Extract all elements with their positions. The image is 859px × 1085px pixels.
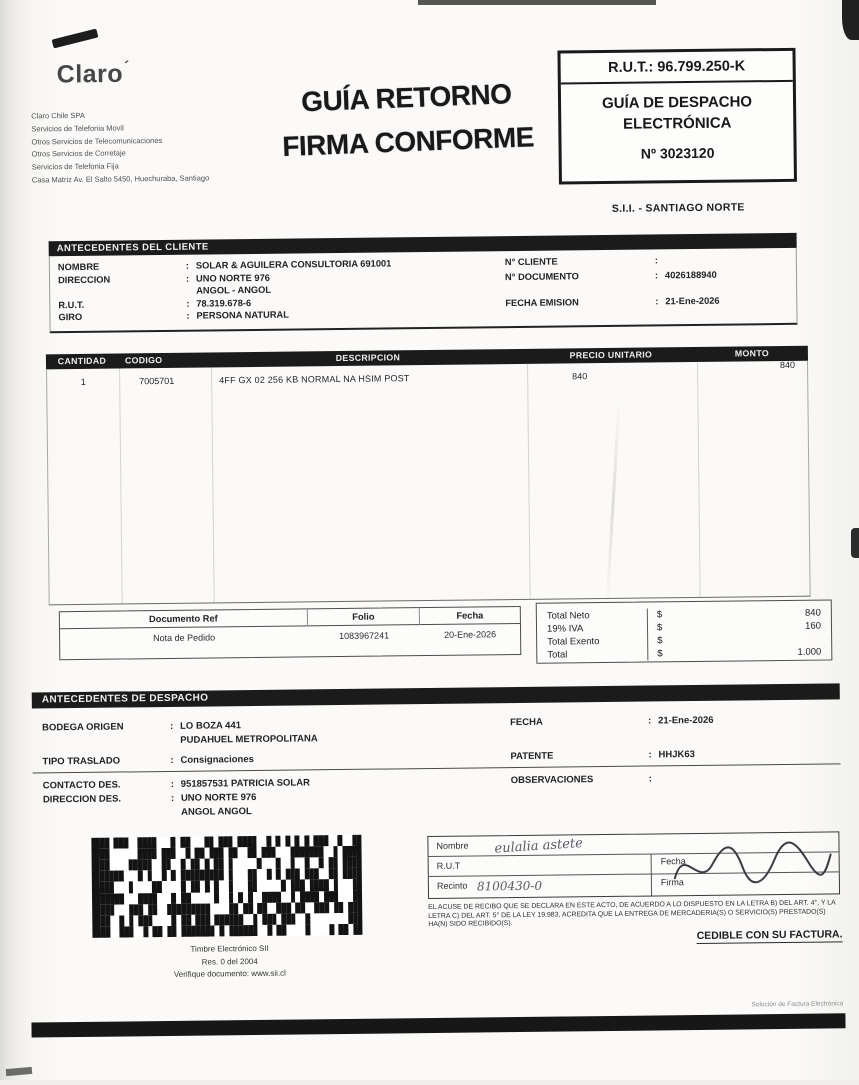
claro-logo xyxy=(57,59,131,89)
ref-header-documento: Documento Ref xyxy=(60,609,308,629)
timbre-line-1: Timbre Electrónico SII xyxy=(101,942,359,957)
field-value: PUDAHUEL METROPOLITANA xyxy=(180,733,318,746)
field-value: 21-Ene-2026 xyxy=(658,715,714,727)
field-label: BODEGA ORIGEN xyxy=(42,721,170,733)
issuer-info xyxy=(31,108,209,187)
column-header-codigo: CODIGO xyxy=(118,352,210,368)
dispatch-field-row xyxy=(510,715,714,728)
column-divider xyxy=(527,364,531,599)
currency-symbol: $ xyxy=(647,647,687,660)
issuer-info-line: Otros Servicios de Telecomunicaciones xyxy=(31,134,208,149)
field-label: NOMBRE xyxy=(58,260,186,274)
field-separator: : xyxy=(170,755,180,766)
field-label: GIRO xyxy=(58,310,186,324)
total-value: 160 xyxy=(687,619,831,634)
provider-note: Solución de Factura Electrónica xyxy=(603,1000,843,1010)
field-value: 951857531 PATRICIA SOLAR xyxy=(181,777,310,789)
timbre-line-2: Res. 0 del 2004 xyxy=(101,954,359,969)
field-separator: : xyxy=(186,272,196,285)
bottom-black-bar xyxy=(31,1013,845,1037)
fecha-label: Fecha xyxy=(661,856,686,866)
item-precio-unitario: 840 xyxy=(527,370,697,382)
field-label: TIPO TRASLADO xyxy=(42,755,170,767)
field-value: ANGOL ANGOL xyxy=(181,806,252,818)
total-label: 19% IVA xyxy=(537,622,647,636)
field-value: 4026188940 xyxy=(665,268,717,281)
scan-artifact xyxy=(418,0,656,5)
currency-symbol: $ xyxy=(647,608,687,621)
issuer-info-line: Casa Matriz Av. El Salto 5450, Huechuraba, Santiago xyxy=(32,172,209,187)
document-number: Nº 3023120 xyxy=(562,144,794,163)
ref-documento: Nota de Pedido xyxy=(60,631,308,659)
field-separator: : xyxy=(186,297,196,310)
legal-acknowledgement-text: EL ACUSE DE RECIBO QUE SE DECLARA EN ESTE ACTO, DE ACUERDO A LO DISPUESTO EN LA LETRA B) DEL ART. 4°, Y LA LETRA C) DEL ART. 5° DE LA LEY 19.983, ACREDITA QUE LA ENTREGA DE MERCADERIA(S) O SERVICIO(S) PRESTADO(S) HA(N) SIDO RECIBIDO(S). xyxy=(428,899,842,929)
handwritten-rut: 8100430-0 xyxy=(477,877,542,897)
timbre-line-3: Verifique documento: www.sii.cl xyxy=(101,967,359,982)
receipt-box xyxy=(427,831,840,899)
dispatch-field-row xyxy=(43,777,310,791)
issuer-info-line: Claro Chile SPA xyxy=(31,108,208,123)
recinto-label: Recinto xyxy=(437,881,468,891)
field-separator: : xyxy=(171,793,181,804)
field-label xyxy=(42,735,170,747)
field-label xyxy=(43,807,171,819)
nombre-label: Nombre xyxy=(436,841,468,851)
field-separator: : xyxy=(170,721,180,732)
total-row xyxy=(537,645,831,661)
ref-header-fecha: Fecha xyxy=(420,607,520,625)
tax-id-box xyxy=(557,48,797,185)
client-field-row xyxy=(505,254,719,269)
field-label: FECHA xyxy=(510,716,648,729)
field-label: N° CLIENTE xyxy=(505,254,655,268)
guia-retorno-stamp xyxy=(277,71,538,169)
claro-logo-text: Claro xyxy=(57,60,124,89)
field-value: PERSONA NATURAL xyxy=(196,309,289,323)
stamp-line-1: GUÍA RETORNO xyxy=(277,71,537,125)
field-value: HHJK63 xyxy=(658,749,695,760)
column-divider xyxy=(697,362,701,597)
field-label: DIRECCION DES. xyxy=(43,793,171,805)
field-value: ANGOL - ANGOL xyxy=(196,284,271,297)
document-type-line-1: GUÍA DE DESPACHO xyxy=(561,91,793,115)
item-descripcion: 4FF GX 02 256 KB NORMAL NA HSIM POST xyxy=(211,372,527,386)
column-divider xyxy=(211,367,215,602)
total-value: 1.000 xyxy=(687,645,831,660)
field-value: Consignaciones xyxy=(180,754,253,766)
field-label: N° DOCUMENTO xyxy=(505,269,655,283)
field-separator: : xyxy=(186,310,196,323)
field-separator: : xyxy=(171,779,181,790)
cedible-notice xyxy=(428,928,842,945)
handwritten-name: eulalia astete xyxy=(494,834,583,859)
column-divider xyxy=(119,368,123,603)
ref-folio: 1083967241 xyxy=(308,630,420,656)
field-separator: : xyxy=(186,260,196,273)
field-separator: : xyxy=(655,295,665,308)
client-field-row xyxy=(505,295,719,310)
issuer-info-line: Otros Servicios de Corretaje xyxy=(32,147,209,162)
stamp-line-2: FIRMA CONFORME xyxy=(278,115,538,169)
firma-label: Firma xyxy=(661,877,684,887)
issuer-info-line: Servicios de Telefonia Fija xyxy=(32,160,209,175)
document-type-line-2: ELECTRÓNICA xyxy=(561,112,793,136)
reference-row xyxy=(60,624,520,659)
client-details-right xyxy=(505,254,720,310)
field-separator xyxy=(171,807,181,818)
reference-table xyxy=(59,606,522,660)
dispatch-field-row xyxy=(42,754,253,767)
dispatch-field-row xyxy=(42,733,318,747)
dispatch-field-row xyxy=(511,773,659,786)
column-header-cantidad: CANTIDAD xyxy=(46,354,118,370)
issuer-info-line: Servicios de Telefonia Movil xyxy=(31,121,208,136)
client-field-row xyxy=(505,268,719,283)
issuer-rut: R.U.T.: 96.799.250-K xyxy=(560,51,792,85)
total-label: Total xyxy=(537,648,647,662)
field-separator: : xyxy=(648,749,658,760)
claro-logo-mark: ´ xyxy=(124,59,130,76)
field-value: 21-Ene-2026 xyxy=(665,295,719,308)
field-label: OBSERVACIONES xyxy=(511,774,649,787)
field-value: UNO NORTE 976 xyxy=(196,271,270,284)
sii-office: S.I.I. - SANTIAGO NORTE xyxy=(559,201,797,216)
column-header-monto: MONTO xyxy=(696,346,808,362)
dispatch-field-row xyxy=(510,749,695,762)
item-codigo: 7005701 xyxy=(119,375,211,386)
pdf417-barcode xyxy=(91,835,362,938)
client-details xyxy=(49,248,798,333)
rut-label: R.U.T xyxy=(437,861,461,871)
field-separator xyxy=(186,285,196,298)
currency-symbol: $ xyxy=(647,621,687,634)
timbre-electronico-caption xyxy=(101,942,359,982)
dispatch-field-row xyxy=(42,720,241,733)
field-separator: : xyxy=(655,254,665,267)
field-label: DIRECCION xyxy=(58,272,186,286)
ref-fecha: 20-Ene-2026 xyxy=(420,629,520,655)
field-label: FECHA EMISION xyxy=(505,296,655,310)
column-header-precio-unitario: PRECIO UNITARIO xyxy=(526,347,696,364)
scan-artifact xyxy=(851,528,859,558)
dispatch-field-row xyxy=(43,792,257,805)
signature-handwriting xyxy=(668,836,834,893)
field-separator xyxy=(170,735,180,746)
document-type xyxy=(561,91,793,136)
field-label: R.U.T. xyxy=(58,298,186,312)
item-monto: 840 xyxy=(697,360,807,371)
ref-header-folio: Folio xyxy=(308,608,420,626)
items-table xyxy=(46,346,811,606)
field-label: PATENTE xyxy=(510,750,648,763)
field-label: CONTACTO DES. xyxy=(43,779,171,791)
field-value: 78.319.678-6 xyxy=(196,297,251,310)
items-table-body xyxy=(46,361,811,606)
total-label: Total Exento xyxy=(537,635,647,649)
dispatch-section-header: ANTECEDENTES DE DESPACHO xyxy=(32,683,840,708)
total-label: Total Neto xyxy=(537,609,647,623)
scan-artifact xyxy=(842,0,859,40)
dispatch-details xyxy=(32,701,841,822)
field-separator: : xyxy=(655,269,665,282)
item-cantidad: 1 xyxy=(47,377,119,388)
client-section-header: ANTECEDENTES DEL CLIENTE xyxy=(49,233,797,256)
field-value: LO BOZA 441 xyxy=(180,720,241,732)
cedible-text: CEDIBLE CON SU FACTURA. xyxy=(697,928,843,944)
total-value: 840 xyxy=(687,606,831,621)
field-separator: : xyxy=(649,773,659,784)
field-value: SOLAR & AGUILERA CONSULTORIA 691001 xyxy=(196,257,392,272)
column-header-descripcion: DESCRIPCION xyxy=(210,349,526,368)
totals-box xyxy=(536,599,833,663)
client-section xyxy=(49,233,798,333)
dispatch-field-row xyxy=(43,806,252,819)
currency-symbol: $ xyxy=(647,634,687,647)
field-separator: : xyxy=(648,715,658,726)
field-value: UNO NORTE 976 xyxy=(181,792,257,804)
